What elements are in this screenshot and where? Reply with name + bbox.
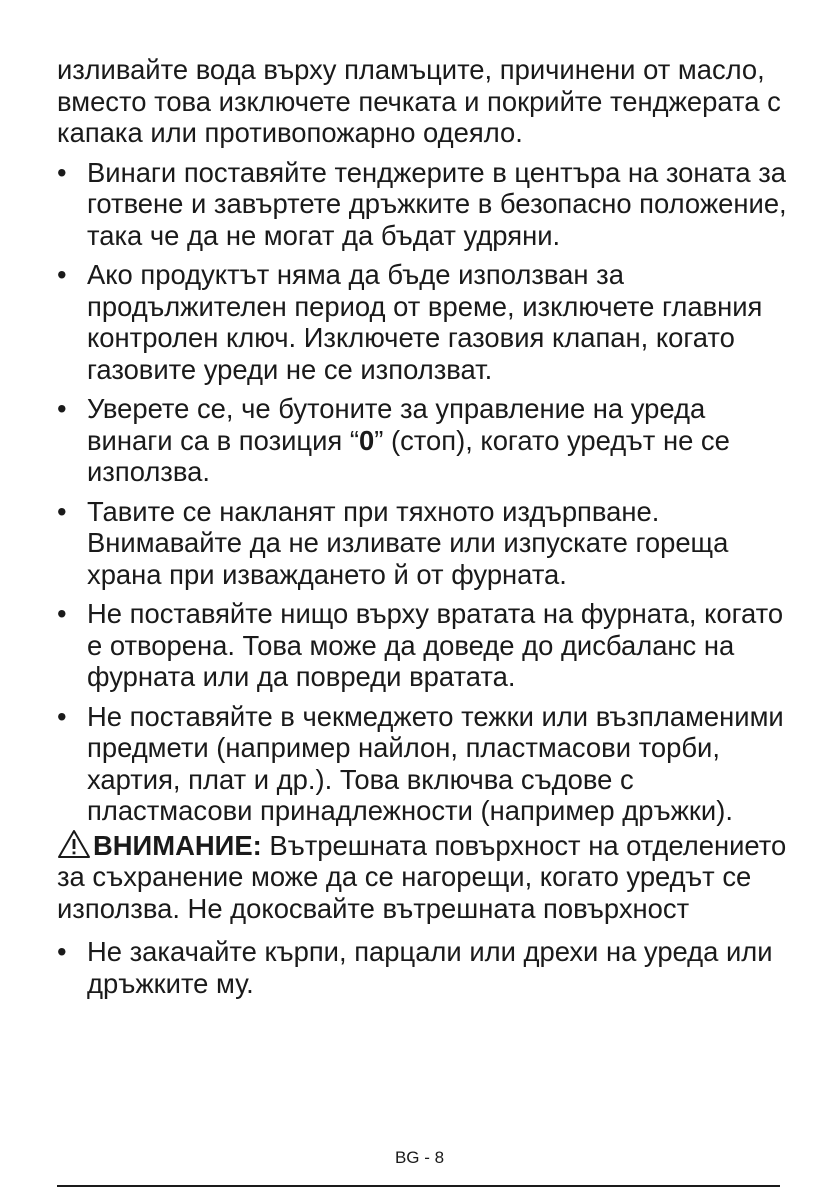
page-number: BG - 8	[394, 1148, 445, 1167]
warning-paragraph	[57, 829, 792, 925]
safety-bullet-list	[57, 157, 792, 827]
bullet-text	[87, 393, 730, 487]
intro-paragraph: изливайте вода върху пламъците, причинени от масло, вместо това изключете печката и покрийте тенджерата с капака или противопожарно одеяло.	[57, 54, 781, 148]
bullet-text: Не закачайте кърпи, парцали или дрехи на уреда или дръжките му.	[87, 936, 773, 999]
list-item	[57, 259, 792, 385]
page-content	[57, 54, 792, 1007]
bullet-marker: •	[57, 598, 67, 629]
footer-divider	[57, 1185, 780, 1187]
warning-title: ВНИМАНИЕ:	[93, 829, 262, 861]
bullet-text-after: ” (стоп), когато уредът не се използва.	[87, 424, 730, 487]
bullet-marker: •	[57, 393, 67, 424]
list-item	[57, 157, 792, 252]
stop-position-value: 0	[358, 424, 375, 456]
bullet-marker: •	[57, 259, 67, 290]
final-bullet-list	[57, 936, 792, 999]
bullet-marker: •	[57, 495, 67, 527]
bullet-text: Ако продуктът няма да бъде използван за продължителен период от време, изключете главния контролен ключ. Изключете газовия клапан, когато газовите уреди не се използват.	[87, 259, 763, 385]
bullet-text: Не поставяйте нищо върху вратата на фурната, когато е отворена. Това може да доведе до дисбаланс на фурната или да повреди вратата.	[87, 598, 784, 692]
list-item	[57, 393, 792, 488]
bullet-text: Тавите се накланят при тяхното издърпване. Внимавайте да не изливате или изпускате гореща храна при изваждането й от фурната.	[87, 495, 729, 590]
list-item	[57, 701, 792, 827]
bullet-marker: •	[57, 936, 67, 967]
bullet-marker: •	[57, 700, 67, 732]
bullet-text: Винаги поставяйте тенджерите в центъра на зоната за готвене и завъртете дръжките в безопасно положение, така че да не могат да бъдат удряни.	[87, 156, 787, 251]
warning-text: Вътрешната повърхност на отделението за съхранение може да се нагорещи, когато уредът се използва. Не докосвайте вътрешната повърхност	[57, 829, 787, 924]
bullet-text: Не поставяйте в чекмеджето тежки или възпламеними предмети (например найлон, пластмасови торби, хартия, плат и др.). Това включва съдове с пластмасови принадлежности (например дръжки).	[87, 700, 784, 826]
bullet-marker: •	[57, 156, 67, 188]
bullet-text-before: Уверете се, че бутоните за управление на уреда винаги са в позиция “	[87, 393, 706, 456]
list-item	[57, 598, 792, 693]
warning-triangle-icon	[57, 829, 91, 859]
list-item	[57, 496, 792, 591]
list-item	[57, 936, 792, 999]
